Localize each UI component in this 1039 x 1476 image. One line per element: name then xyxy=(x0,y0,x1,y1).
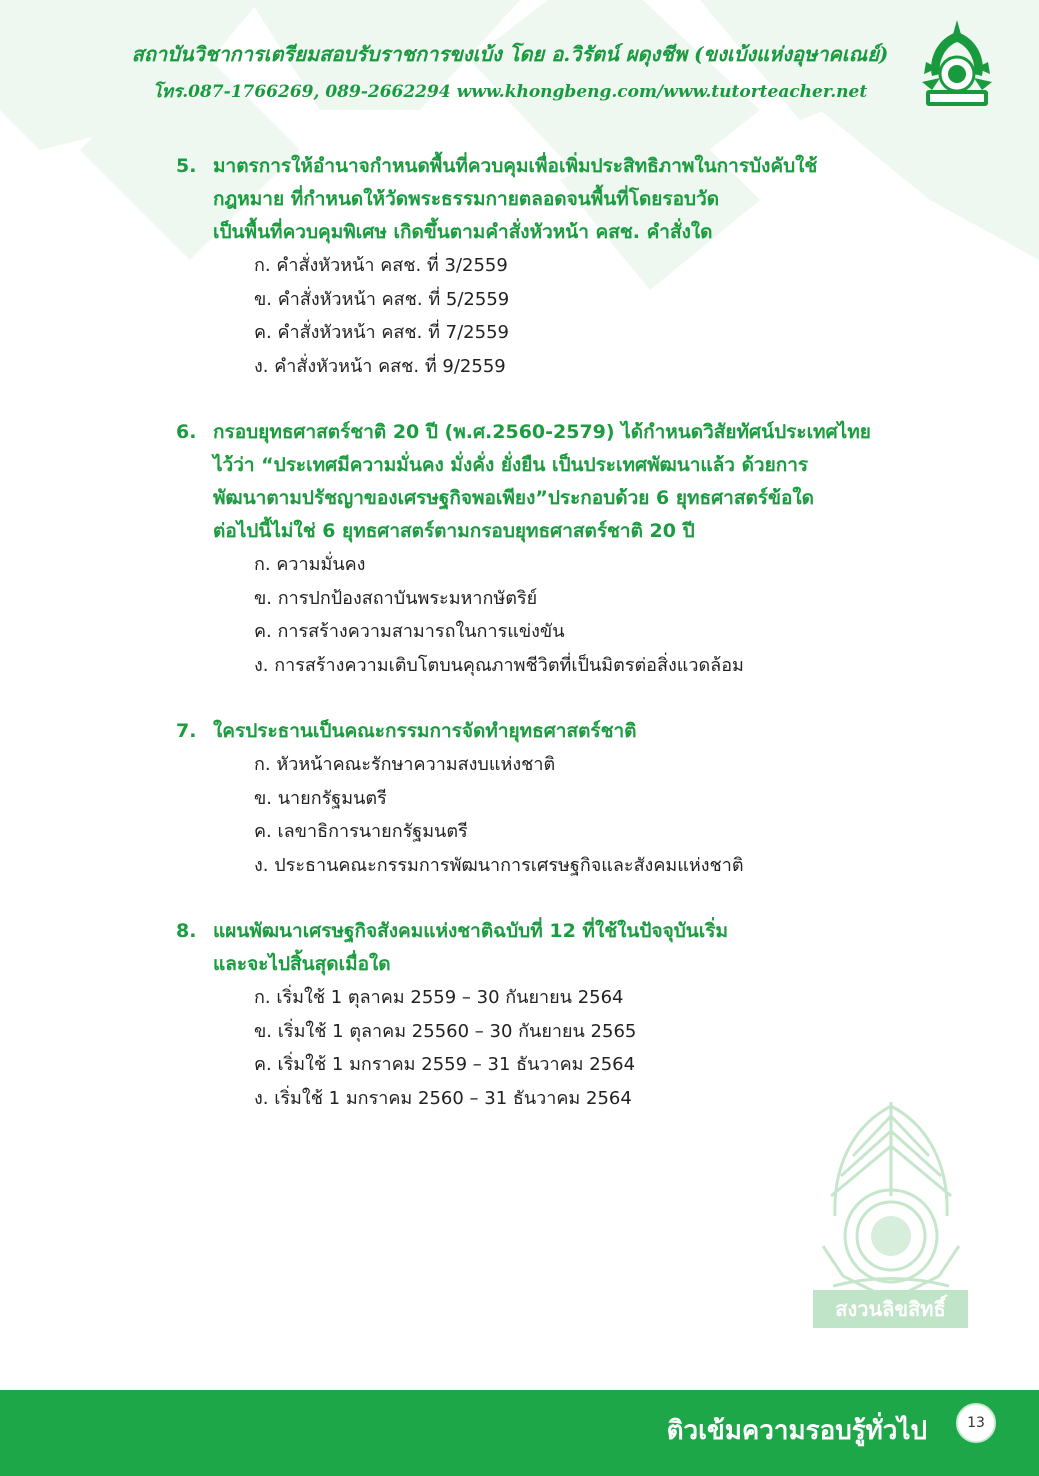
question-number: 7. xyxy=(176,720,197,742)
question-text: กรอบยุทธศาสตร์ชาติ 20 ปี (พ.ศ.2560-2579) ได้กำหนดวิสัยทัศน์ประเทศไทย xyxy=(213,421,871,443)
choice-option: ค. เลขาธิการนายกรัฐมนตรี xyxy=(254,821,468,842)
question-line xyxy=(176,915,896,948)
choice-option: ค. การสร้างความสามารถในการแข่งขัน xyxy=(254,621,565,642)
question-line xyxy=(176,515,896,548)
choice-option: ง. คำสั่งหัวหน้า คสช. ที่ 9/2559 xyxy=(254,355,506,377)
choice-option: ข. เริ่มใช้ 1 ตุลาคม 25560 – 30 กันยายน 2565 xyxy=(254,1020,637,1042)
question-text: แผนพัฒนาเศรษฐกิจสังคมแห่งชาติฉบับที่ 12 ที่ใช้ในปัจจุบันเริ่ม xyxy=(213,920,728,942)
choice-option: ง. ประธานคณะกรรมการพัฒนาการเศรษฐกิจและสังคมแห่งชาติ xyxy=(254,854,744,876)
page-number: 13 xyxy=(956,1403,996,1443)
question-number: 8. xyxy=(176,920,197,942)
header-contact: โทร.087-1766269, 089-2662294 www.khongbeng.com/www.tutorteacher.net xyxy=(152,82,868,102)
choice-option: ข. การปกป้องสถาบันพระมหากษัตริย์ xyxy=(254,587,538,609)
choice-option: ก. หัวหน้าคณะรักษาความสงบแห่งชาติ xyxy=(254,754,556,775)
copyright-label: สงวนลิขสิทธิ์ xyxy=(813,1290,968,1328)
question-text: กฎหมาย ที่กำหนดให้วัดพระธรรมกายตลอดจนพื้นที่โดยรอบวัด xyxy=(213,188,720,210)
choice-option: ก. เริ่มใช้ 1 ตุลาคม 2559 – 30 กันยายน 2564 xyxy=(254,987,624,1008)
question-line xyxy=(176,948,896,981)
choice-option: ข. คำสั่งหัวหน้า คสช. ที่ 5/2559 xyxy=(254,288,510,310)
question-line xyxy=(176,416,896,449)
question-line xyxy=(176,715,896,748)
choice-option: ข. นายกรัฐมนตรี xyxy=(254,787,387,809)
question-text: เป็นพื้นที่ควบคุมพิเศษ เกิดขึ้นตามคำสั่งหัวหน้า คสช. คำสั่งใด xyxy=(213,221,713,243)
choice-option: ก. คำสั่งหัวหน้า คสช. ที่ 3/2559 xyxy=(254,255,508,276)
question-8 xyxy=(176,915,896,1115)
question-number: 6. xyxy=(176,421,197,443)
question-5 xyxy=(176,150,896,383)
question-list xyxy=(176,150,896,1115)
choice-option: ง. เริ่มใช้ 1 มกราคม 2560 – 31 ธันวาคม 2564 xyxy=(254,1087,632,1109)
choice-option: ง. การสร้างความเติบโตบนคุณภาพชีวิตที่เป็นมิตรต่อสิ่งแวดล้อม xyxy=(254,654,744,676)
question-line xyxy=(176,150,896,183)
page-footer xyxy=(0,1390,1039,1476)
header-institute-name: สถาบันวิชาการเตรียมสอบรับราชการขงเบ้ง โดย อ.วิรัตน์ ผดุงชีพ (ขงเบ้งแห่งอุษาคเณย์) xyxy=(131,42,889,66)
spacer xyxy=(176,682,896,715)
spacer xyxy=(176,882,896,915)
question-text: และจะไปสิ้นสุดเมื่อใด xyxy=(213,953,391,975)
question-number: 5. xyxy=(176,155,197,177)
question-line xyxy=(176,183,896,216)
choice-option: ก. ความมั่นคง xyxy=(254,554,366,575)
choice-option: ค. คำสั่งหัวหน้า คสช. ที่ 7/2559 xyxy=(254,322,509,343)
question-line xyxy=(176,216,896,249)
question-line xyxy=(176,449,896,482)
question-6 xyxy=(176,416,896,682)
institute-logo-icon xyxy=(918,18,996,110)
question-text: พัฒนาตามปรัชญาของเศรษฐกิจพอเพียง”ประกอบด้วย 6 ยุทธศาสตร์ข้อใด xyxy=(213,487,815,509)
question-text: ไว้ว่า “ประเทศมีความมั่นคง มั่งคั่ง ยั่งยืน เป็นประเทศพัฒนาแล้ว ด้วยการ xyxy=(213,454,809,476)
question-line xyxy=(176,482,896,515)
spacer xyxy=(176,383,896,416)
choice-option: ค. เริ่มใช้ 1 มกราคม 2559 – 31 ธันวาคม 2564 xyxy=(254,1054,636,1075)
question-text: ใครประธานเป็นคณะกรรมการจัดทำยุทธศาสตร์ชาติ xyxy=(213,720,637,742)
question-text: ต่อไปนี้ไม่ใช่ 6 ยุทธศาสตร์ตามกรอบยุทธศาสตร์ชาติ 20 ปี xyxy=(213,520,695,542)
footer-title: ติวเข้มความรอบรู้ทั่วไป xyxy=(666,1416,927,1446)
question-7 xyxy=(176,715,896,882)
question-text: มาตรการให้อำนาจกำหนดพื้นที่ควบคุมเพื่อเพิ่มประสิทธิภาพในการบังคับใช้ xyxy=(213,155,818,177)
